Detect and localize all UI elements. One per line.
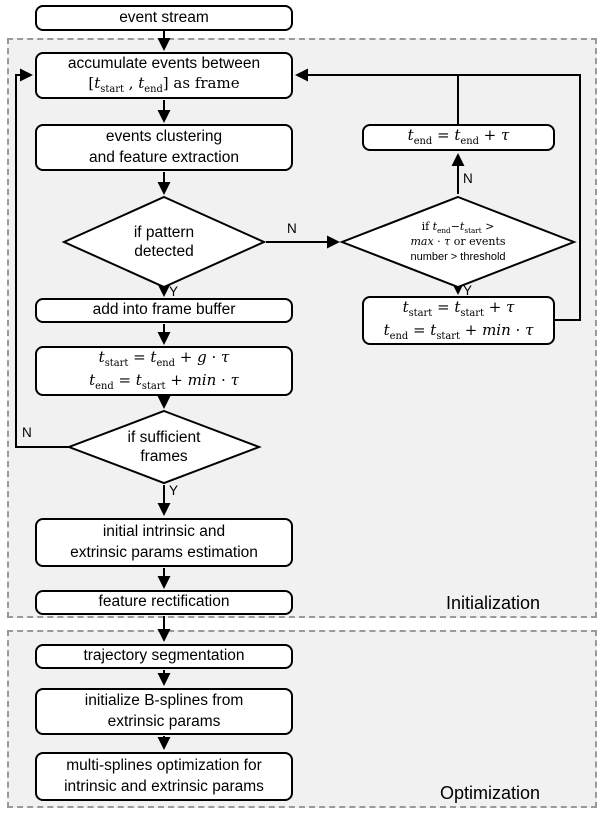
tstart-update-line2: $t_{end} = t_{start} + \min \cdot \tau$ [89,371,239,392]
pattern-yes-label: Y [169,284,179,299]
pattern-decision-text [84,213,244,271]
pattern-line1: if pattern [133,223,195,241]
cond-decision-text [366,219,550,265]
tend-update-node [362,124,555,151]
cond-no-label: N [463,171,473,186]
clustering-line1: events clustering [105,128,223,146]
cond-line2: max · τ or events [410,235,506,249]
initialization-label: Initialization [445,593,540,613]
accumulate-line1: accumulate events between [67,55,261,72]
tstart-update-node [35,346,293,396]
tstart-update-line1: $t_{start} = t_{end} + g \cdot \tau$ [98,348,230,370]
tstart-reset-line1: $t_{start} = t_{start} + \tau$ [402,297,515,319]
sufficient-line1: if sufficient [127,428,201,446]
optimization-label: Optimization [439,783,540,803]
cond-yes-label: Y [463,283,473,298]
multisplines-line2: intrinsic and extrinsic params [64,777,264,795]
multisplines-line1: multi-splines optimization for [66,757,262,775]
accumulate-line2: [$t_{start}$ , $t_{end}$] as frame [88,74,240,96]
sufficient-line2: frames [140,448,188,465]
arrow-tstartreset-accumulate [297,75,580,320]
init-bsplines-line1: initialize B-splines from [84,692,244,710]
accumulate-events-node [35,52,293,99]
feature-rectification-node [35,590,293,615]
sufficient-yes-label: Y [169,483,179,498]
sufficient-no-label: N [22,425,32,440]
clustering-line2: and feature extraction [89,148,239,166]
cond-line1: if $t_{end}-t_{start}$ > [421,219,495,235]
event-stream-node [35,5,293,31]
cond-line3: number > threshold [410,250,506,263]
trajectory-segmentation-node [35,644,293,669]
pattern-line2: detected [134,243,194,260]
tstart-reset-line2: $t_{end} = t_{start} + \min \cdot \tau$ [383,320,534,342]
pattern-no-label: N [287,221,297,236]
init-bsplines-line2: extrinsic params [107,712,221,730]
add-frame-buffer-node [35,298,293,323]
sufficient-decision-text [84,418,244,476]
multisplines-node [35,752,293,801]
feature-rectification-label: feature rectification [98,593,230,611]
trajectory-segmentation-label: trajectory segmentation [83,647,245,665]
add-frame-buffer-label: add into frame buffer [92,301,236,319]
initial-params-line2: extrinsic params estimation [70,543,258,561]
initial-params-node [35,518,293,567]
tend-update-label: $t_{end} = t_{end} + \tau$ [407,126,510,148]
init-bsplines-node [35,688,293,735]
event-stream-label: event stream [119,8,209,26]
tstart-reset-node [362,296,555,345]
clustering-node [35,124,293,171]
initial-params-line1: initial intrinsic and [102,523,226,541]
